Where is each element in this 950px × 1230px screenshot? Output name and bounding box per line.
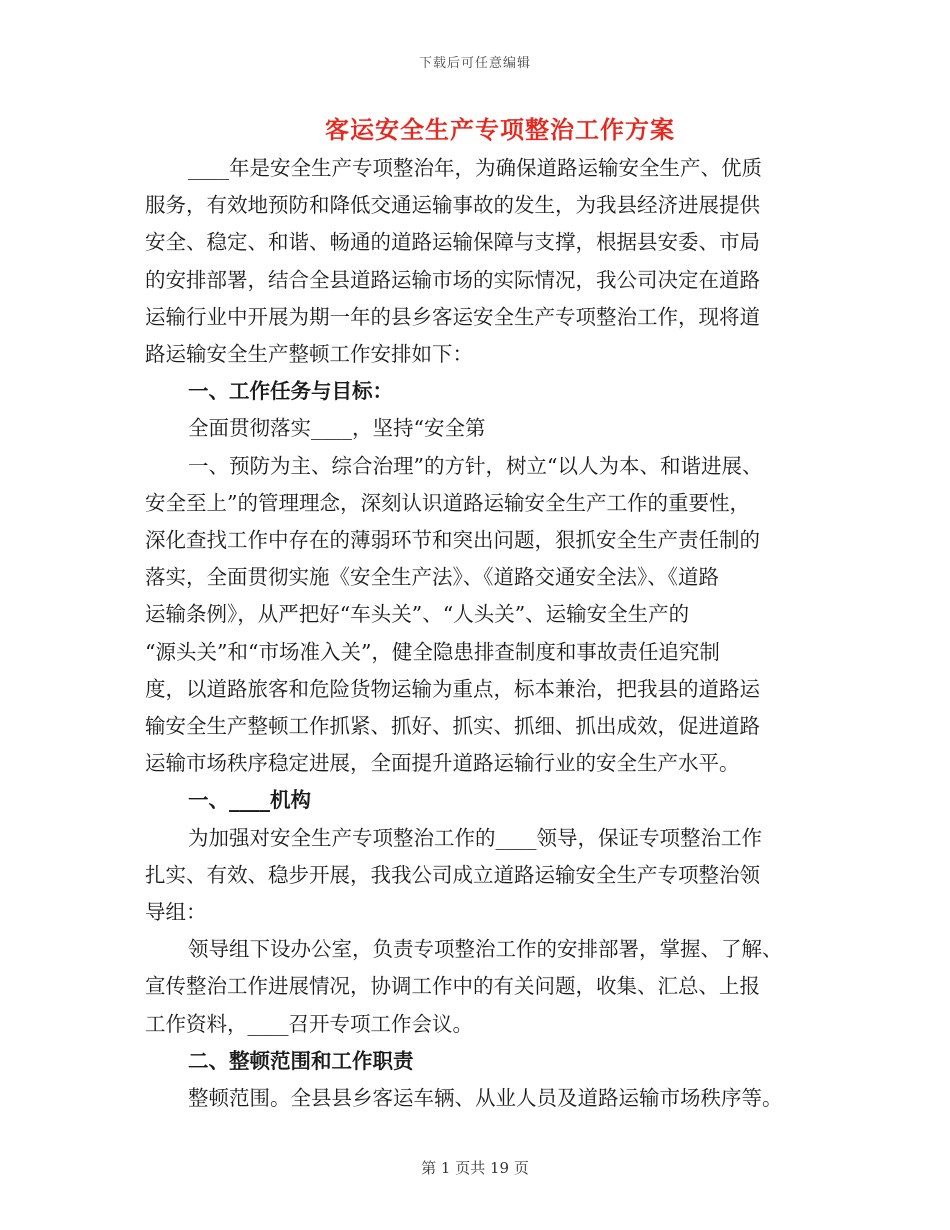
body-line: 运输行业中开展为期一年的县乡客运安全生产专项整治工作，现将道	[145, 304, 760, 329]
body-line: 深化查找工作中存在的薄弱环节和突出问题，狠抓安全生产责任制的	[145, 528, 760, 553]
document-body	[145, 150, 815, 1117]
body-line: 整顿范围。全县县乡客运车辆、从业人员及道路运输市场秩序等。	[188, 1086, 783, 1111]
body-line: 度，以道路旅客和危险货物运输为重点，标本兼治，把我县的道路运	[145, 676, 760, 701]
body-line: “源头关”和“市场准入关”，健全隐患排查制度和事故责任追究制	[145, 639, 720, 664]
body-line: 的安排部署，结合全县道路运输市场的实际情况，我公司决定在道路	[145, 267, 760, 292]
body-line: 服务，有效地预防和降低交通运输事故的发生，为我县经济进展提供	[145, 193, 760, 218]
body-line: ____年是安全生产专项整治年，为确保道路运输安全生产、优质	[188, 156, 762, 180]
body-line: 宣传整治工作进展情况，协调工作中的有关问题，收集、汇总、上报	[145, 974, 760, 999]
body-line: 一、预防为主、综合治理”的方针，树立“以人为本、和谐进展、	[188, 453, 763, 478]
page-footer: 第 1 页共 19 页	[421, 1159, 529, 1177]
body-line: 领导组下设办公室，负责专项整治工作的安排部署，掌握、了解、	[188, 937, 783, 962]
document-title: 客运安全生产专项整治工作方案	[325, 115, 675, 144]
body-line: 工作资料，____召开专项工作会议。	[145, 1011, 473, 1036]
header-note: 下载后可任意编辑	[418, 56, 531, 71]
body-line: 为加强对安全生产专项整治工作的____领导，保证专项整治工作	[188, 825, 762, 850]
body-line: 全面贯彻落实____，坚持“安全第	[188, 416, 486, 441]
body-line: 一、____机构	[188, 788, 311, 813]
body-line: 运输条例》，从严把好“车头关”、“人头关”、运输安全生产的	[145, 602, 690, 627]
body-line: 落实，全面贯彻实施《安全生产法》、《道路交通安全法》、《道路	[145, 565, 719, 590]
body-line: 运输市场秩序稳定进展，全面提升道路运输行业的安全生产水平。	[145, 751, 740, 776]
body-line: 扎实、有效、稳步开展，我我公司成立道路运输安全生产专项整治领	[145, 862, 760, 887]
body-line: 导组：	[145, 900, 207, 925]
body-line: 路运输安全生产整顿工作安排如下：	[145, 342, 473, 367]
body-line: 安全、稳定、和谐、畅通的道路运输保障与支撑，根据县安委、市局	[145, 230, 760, 255]
body-line: 二、整顿范围和工作职责	[188, 1048, 414, 1073]
body-line: 安全至上”的管理理念，深刻认识道路运输安全生产工作的重要性，	[145, 490, 750, 515]
body-line: 一、工作任务与目标：	[188, 379, 393, 404]
body-line: 输安全生产整顿工作抓紧、抓好、抓实、抓细、抓出成效，促进道路	[145, 714, 760, 739]
